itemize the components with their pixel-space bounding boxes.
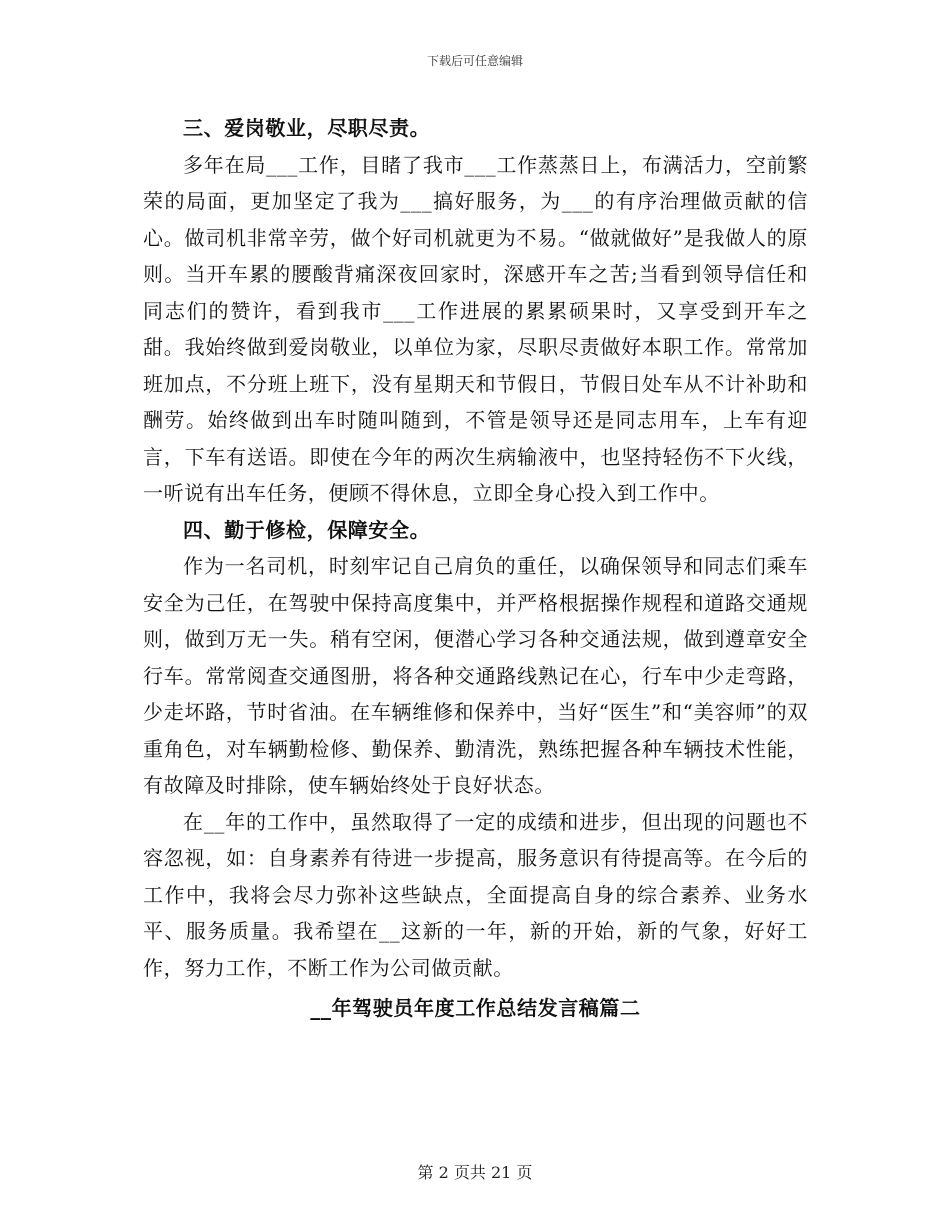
section-heading: 四、勤于修检，保障安全。: [183, 517, 431, 542]
page-header: 下载后可任意编辑: [426, 54, 523, 68]
next-section-title: __年驾驶员年度工作总结发言稿篇二: [310, 996, 641, 1020]
paragraph: 作为一名司机，时刻牢记自己肩负的重任，以确保领导和同志们乘车安全为己任，在驾驶中保持高度集中，并严格根据操作规程和道路交通规则，做到万无一失。稍有空闲，便潜心学习各种交通法规，做到遵章安全行车。常常阅查交通图册，将各种交通路线熟记在心，行车中少走弯路，少走坏路，节时省油。在车辆维修和保养中，当好“医生”和“美容师”的双重角色，对车辆勤检修、勤保养、勤清洗，熟练把握各种车辆技术性能，有故障及时排除，使车辆始终处于良好状态。: [143, 554, 808, 797]
paragraph: 在__年的工作中，虽然取得了一定的成绩和进步，但出现的问题也不容忽视，如：自身素养有待进一步提高，服务意识有待提高等。在今后的工作中，我将会尽力弥补这些缺点，全面提高自身的综合素养、业务水平、服务质量。我希望在__这新的一年，新的开始，新的气象，好好工作，努力工作，不断工作为公司做贡献。: [143, 809, 808, 980]
page-number: 第 2 页共 21 页: [417, 1163, 533, 1182]
document-body: [143, 110, 808, 1027]
section-heading: 三、爱岗敬业，尽职尽责。: [183, 116, 431, 140]
paragraph: 多年在局___工作，目睹了我市___工作蒸蒸日上，布满活力，空前繁荣的局面，更加坚定了我为___搞好服务，为___的有序治理做贡献的信心。做司机非常辛劳，做个好司机就更为不易。“做就做好”是我做人的原则。当开车累的腰酸背痛深夜回家时，深感开车之苦;当看到领导信任和同志们的赞许，看到我市___工作进展的累累硕果时，又享受到开车之甜。我始终做到爱岗敬业，以单位为家，尽职尽责做好本职工作。常常加班加点，不分班上班下，没有星期天和节假日，节假日处车从不计补助和酬劳。始终做到出车时随叫随到，不管是领导还是同志用车，上车有迎言，下车有送语。即使在今年的两次生病输液中，也坚持轻伤不下火线，一听说有出车任务，便顾不得休息，立即全身心投入到工作中。: [143, 152, 808, 505]
